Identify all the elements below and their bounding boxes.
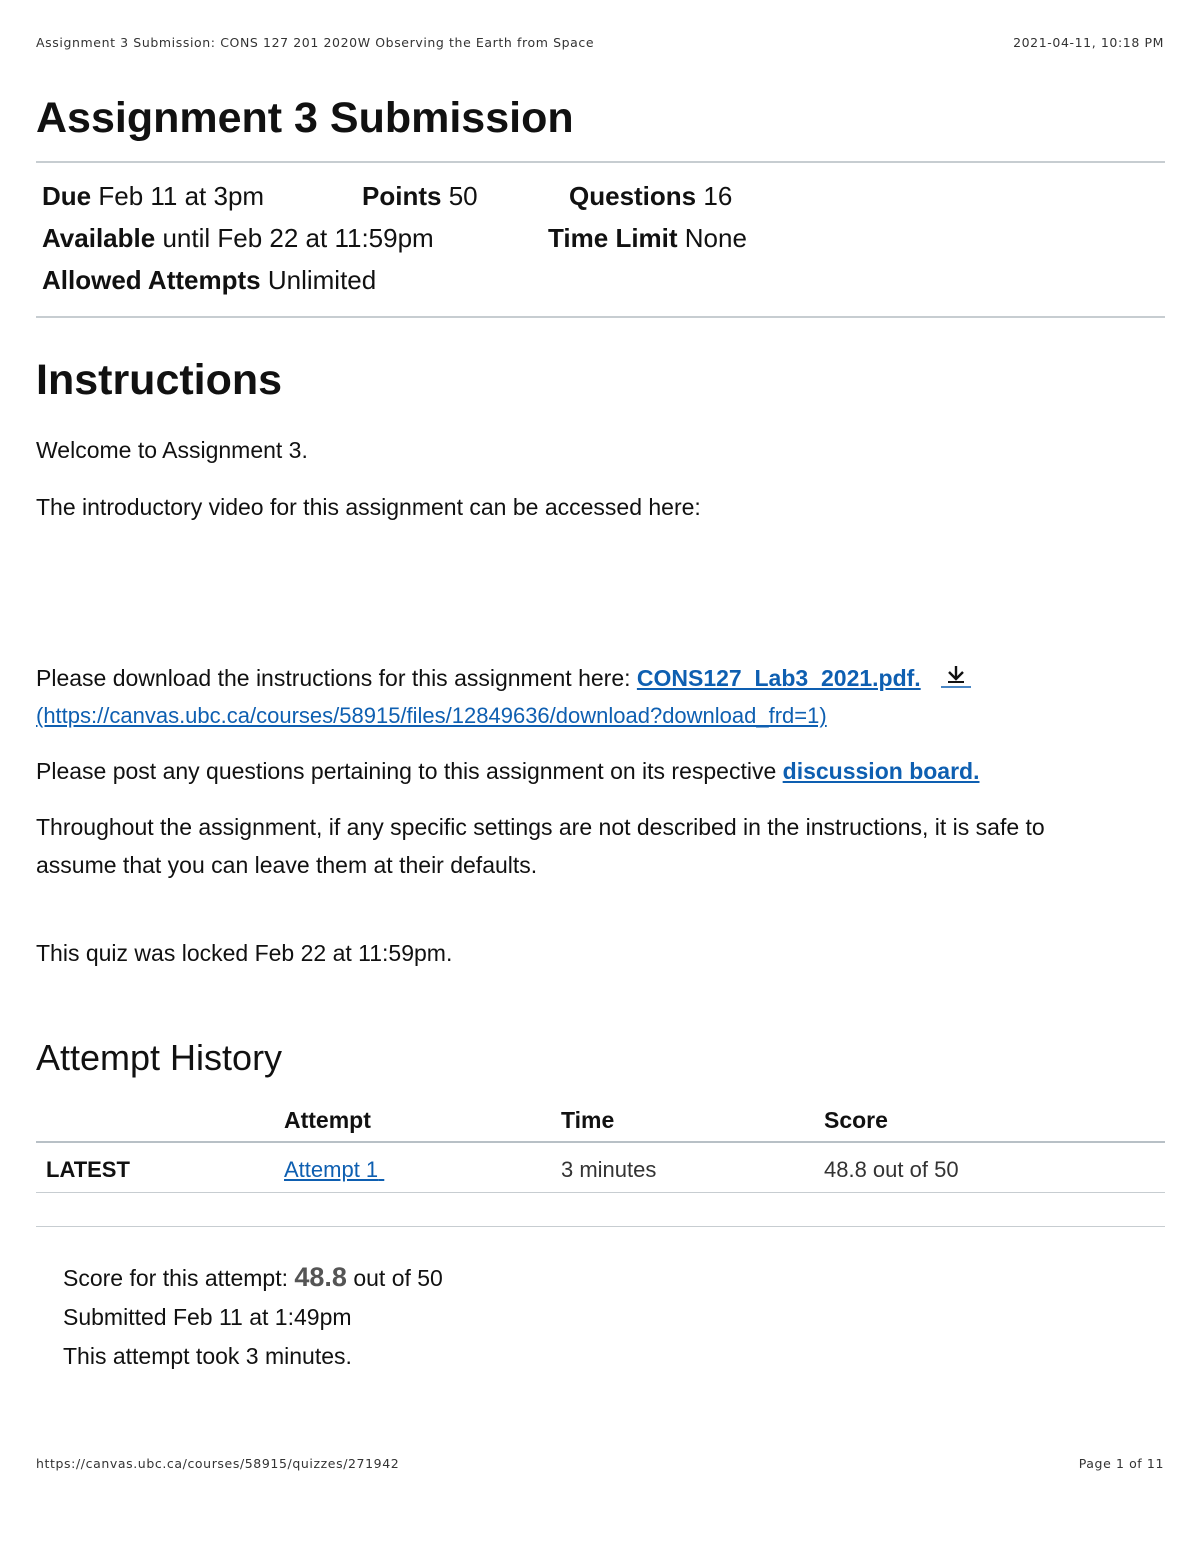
locked-notice: This quiz was locked Feb 22 at 11:59pm. [36,940,453,966]
meta-available [42,223,434,254]
meta-allowed-attempts-value: Unlimited [267,265,377,295]
video-text: The introductory video for this assignment can be accessed here: [36,494,701,520]
attempt-history-heading: Attempt History [36,1037,283,1078]
attempt-1-link[interactable] [284,1157,384,1183]
meta-due-value: Feb 11 at 3pm [98,181,265,211]
download-url-link[interactable]: (https://canvas.ubc.ca/courses/58915/files/12849636/download?download_frd=1) [36,703,827,728]
download-text: Please download the instructions for this assignment here: [36,665,631,691]
download-url-line [36,703,827,729]
score-label: Score for this attempt: [63,1265,288,1291]
table-header-divider [36,1141,1165,1143]
meta-points-value: 50 [448,181,478,211]
instructions-heading: Instructions [36,356,283,404]
discussion-line [36,758,979,785]
meta-points-label: Points [362,181,442,211]
score-suffix: out of 50 [353,1265,443,1291]
meta-time-limit-label: Time Limit [548,223,678,253]
print-header-timestamp: 2021-04-11, 10:18 PM [1013,35,1164,50]
page-title: Assignment 3 Submission [36,94,574,142]
table-row-divider [36,1192,1165,1193]
divider [36,161,1165,163]
welcome-text: Welcome to Assignment 3. [36,437,308,463]
discussion-board-link[interactable]: discussion board. [782,758,980,784]
meta-questions-label: Questions [569,181,697,211]
settings-text-line-1: Throughout the assignment, if any specific settings are not described in the instructions, it is safe to [36,814,1045,840]
meta-questions-value: 16 [703,181,733,211]
score-summary [63,1262,443,1293]
post-text: Please post any questions pertaining to this assignment on its respective [36,758,777,784]
duration-text: This attempt took 3 minutes. [63,1343,352,1369]
download-arrow-icon[interactable] [939,663,973,695]
meta-time-limit-value: None [684,223,747,253]
meta-points [362,181,478,212]
meta-due [42,181,264,212]
download-line [36,663,973,695]
download-file-link[interactable]: CONS127_Lab3_2021.pdf. [636,665,921,691]
attempt-time: 3 minutes [561,1157,657,1182]
meta-due-label: Due [42,181,92,211]
meta-available-label: Available [42,223,156,253]
attempt-score: 48.8 out of 50 [824,1157,959,1182]
column-header-score: Score [824,1107,888,1133]
column-header-attempt: Attempt [284,1107,371,1133]
print-footer-page-number: Page 1 of 11 [1078,1456,1164,1471]
print-header [36,35,1164,51]
submitted-text: Submitted Feb 11 at 1:49pm [63,1304,352,1330]
divider [36,316,1165,318]
meta-time-limit [548,223,747,254]
meta-allowed-attempts-label: Allowed Attempts [42,265,261,295]
meta-available-value: until Feb 22 at 11:59pm [162,223,434,253]
divider [36,1226,1165,1227]
print-footer-url: https://canvas.ubc.ca/courses/58915/quizzes/271942 [36,1456,400,1471]
latest-tag: LATEST [46,1157,130,1182]
meta-allowed-attempts [42,265,376,296]
attempt-1-label: Attempt 1 [284,1157,379,1182]
print-header-title: Assignment 3 Submission: CONS 127 201 2020W Observing the Earth from Space [36,35,595,50]
print-footer [36,1456,1164,1472]
column-header-time: Time [561,1107,615,1133]
score-value: 48.8 [294,1262,347,1292]
settings-text-line-2: assume that you can leave them at their defaults. [36,852,538,878]
meta-questions [569,181,732,212]
